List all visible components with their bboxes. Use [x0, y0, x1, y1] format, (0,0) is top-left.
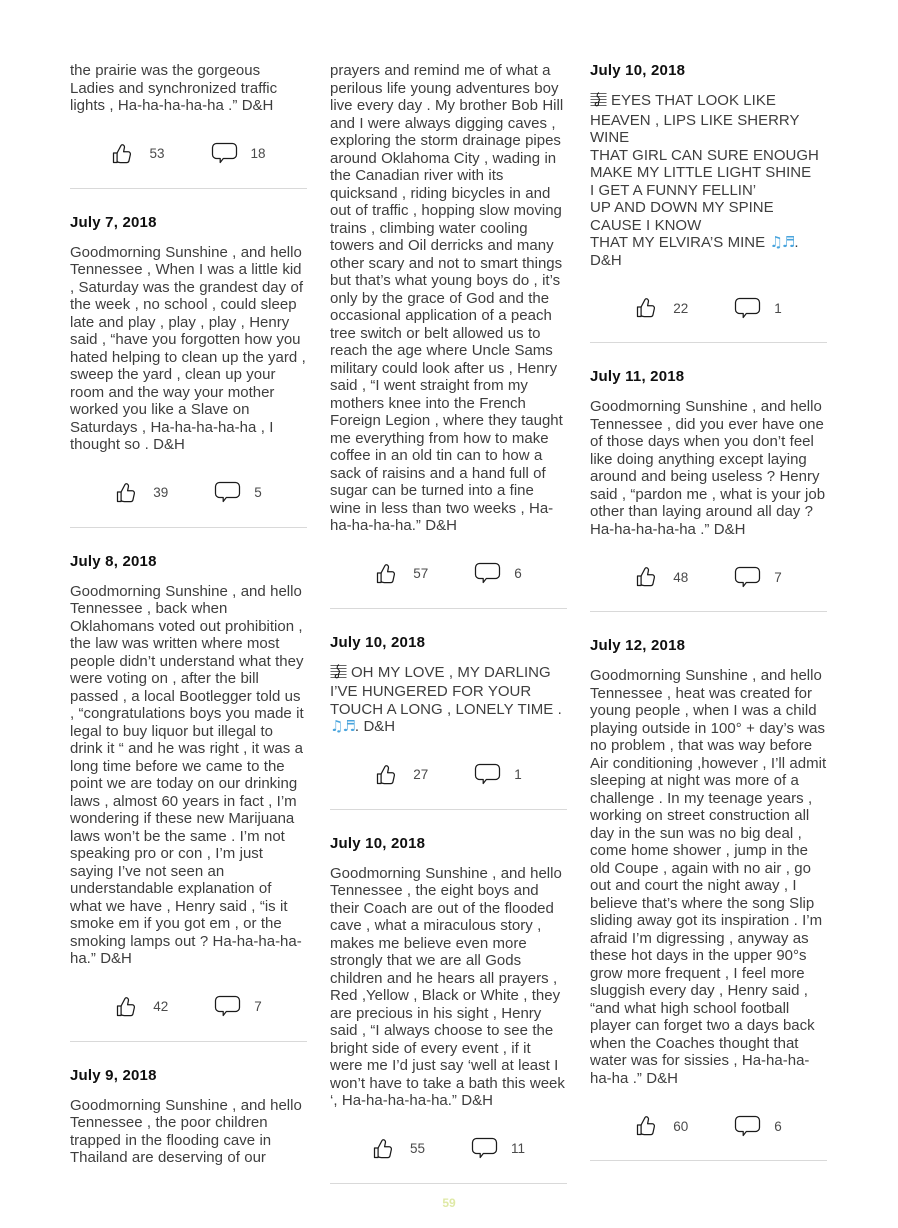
- like-count: 22: [673, 300, 689, 316]
- post-body-text: THAT MY ELVIRA’S MINE: [590, 234, 770, 251]
- comment-group: [734, 297, 782, 320]
- posts-columns: [70, 62, 827, 1188]
- like-group: [375, 562, 428, 586]
- post-actions: [330, 561, 567, 587]
- comment-group: [471, 1137, 525, 1160]
- thumbs-up-icon: [375, 562, 400, 586]
- post-date: July 9, 2018: [70, 1066, 157, 1084]
- thumbs-up-icon: [115, 481, 140, 505]
- comment-bubble-icon: [734, 297, 761, 320]
- post-separator: [590, 342, 827, 343]
- post-actions: [590, 564, 827, 590]
- comment-group: [734, 1115, 782, 1138]
- post-body: [330, 62, 567, 535]
- post-separator: [70, 188, 307, 189]
- post-actions: [330, 762, 567, 788]
- post-body-text: Goodmorning Sunshine , and hello Tennessee , did you ever have one of those days when you don’t feel like doing anything except laying around and being useless ? Henry said , “pardon me , what is your job other than laying around all day ? Ha-ha-ha-ha-ha .” D&H: [590, 398, 826, 538]
- post-body: [70, 1097, 307, 1167]
- comment-bubble-icon: [214, 995, 241, 1018]
- comment-group: [734, 566, 782, 589]
- comment-bubble-icon: [211, 142, 238, 165]
- comment-count: 7: [774, 569, 782, 585]
- post-body: [70, 583, 307, 968]
- post-separator: [330, 608, 567, 609]
- post: [590, 368, 827, 612]
- post-date: July 10, 2018: [590, 62, 686, 79]
- post-actions: [590, 1113, 827, 1139]
- post-body-text: I GET A FUNNY FELLIN’: [590, 181, 757, 199]
- music-notes-icon: ♫♬: [330, 717, 355, 735]
- like-count: 55: [409, 1141, 425, 1156]
- comment-group: [214, 481, 262, 504]
- comment-bubble-icon: [734, 566, 761, 589]
- post-body-text: . D&H: [354, 718, 396, 735]
- like-group: [372, 1137, 425, 1161]
- post: [70, 1067, 307, 1167]
- post-date: July 7, 2018: [70, 213, 157, 231]
- post-body: [590, 92, 827, 269]
- post-body: [70, 244, 307, 454]
- like-count: 60: [673, 1118, 689, 1134]
- post-body-text: Goodmorning Sunshine , and hello Tennessee , the poor children trapped in the flooding cave in Thailand are deserving of our: [70, 1096, 302, 1166]
- post: [590, 637, 827, 1161]
- thumbs-up-icon: [635, 1114, 660, 1138]
- comment-count: 6: [514, 566, 522, 581]
- like-group: [115, 995, 168, 1019]
- comment-count: 7: [254, 999, 262, 1014]
- post-body-text: .: [794, 234, 799, 251]
- post-separator: [330, 809, 567, 810]
- like-count: 27: [413, 767, 429, 782]
- like-group: [375, 763, 428, 787]
- post-separator: [330, 1183, 567, 1184]
- post-actions: [330, 1136, 567, 1162]
- post-body-text: Goodmorning Sunshine , and hello Tennessee , back when Oklahomans voted out prohibition , the law was written where most people didn’t understand what they were voting on , after the bill passed , a local Bootlegger told us , “congratulations boys you made it legal to buy liquor but illegal to drink it “ and he was right , it was a long time before we came to the point we are today on our drinking laws , almost 60 years in fact , I’m wondering if these new Marijuana laws won’t be the same . I’m not speaking pro or con , I’m just saying I’ve not seen an understandable explanation of what we have , Henry said , “is it smoke em if you got em , or the smoking lamps out ? Ha-ha-ha-ha-ha.” D&H: [70, 582, 304, 967]
- post-body-text: Goodmorning Sunshine , and hello Tennessee , the eight boys and their Coach are out of the flooded cave , what a miraculous story , makes me believe even more strongly that we are all Gods children and he hears all prayers , Red ,Yellow , Black or White , they are precious in his sight , Henry said , “I always choose to see the bright side of every event , if it were me I’d just say ‘well at least I won’t have to take a bath this week ‘, Ha-ha-ha-ha-ha.” D&H: [330, 864, 565, 1109]
- post-body-text: Goodmorning Sunshine , and hello Tennessee , When I was a little kid , Saturday was the grandest day of the week , no school , could sleep late and play , play , play , Henry said , “have you forgotten how you hated helping to clean up the yard , sweep the yard , clean up your room and the way your mother worked you like a Slave on Saturdays , Ha-ha-ha-ha-ha , I thought so . D&H: [70, 243, 306, 453]
- post: [70, 214, 307, 528]
- comment-bubble-icon: [734, 1115, 761, 1138]
- like-count: 42: [153, 999, 169, 1014]
- like-group: [635, 1114, 688, 1138]
- like-group: [635, 296, 688, 320]
- page-footer: [0, 1194, 898, 1212]
- post-body: [330, 865, 567, 1110]
- thumbs-up-icon: [372, 1137, 397, 1161]
- post-separator: [70, 527, 307, 528]
- post-actions: [70, 141, 307, 167]
- post-body-text: the prairie was the gorgeous Ladies and synchronized traffic lights , Ha-ha-ha-ha-ha .” D&H: [70, 62, 278, 114]
- comment-group: [214, 995, 262, 1018]
- like-count: 53: [149, 146, 165, 161]
- post-date: July 8, 2018: [70, 552, 157, 570]
- post: [70, 62, 307, 189]
- post-body-text: D&H: [590, 251, 622, 269]
- post: [70, 553, 307, 1042]
- post-body-text: Goodmorning Sunshine , and hello Tennessee , heat was created for young people , when I was a child playing outside in 100° + day’s was no problem , that was way before Air conditioning ,however , I’ll admit sleeping at night was more of a challenge . In my teenage years , working on street construction all day in the sun was no big deal , come home shower , jump in the old Coupe , again with no air , go out and court the night away , I believe that’s where the song Slip sliding away got its inspiration . I’m afraid I’m digressing , anyway as these hot days in the upper 90°s grow more frequent , I feel more sluggish every day , Henry said , “and what high school football player can forget two a days back when the Coaches thought that water was for sissies , Ha-ha-ha-ha-ha .” D&H: [590, 667, 827, 1087]
- comment-count: 1: [774, 300, 782, 316]
- post: [330, 62, 567, 609]
- post-body: [330, 664, 567, 736]
- post-actions: [590, 295, 827, 321]
- comment-count: 6: [774, 1118, 782, 1134]
- post-date: July 12, 2018: [590, 637, 686, 654]
- post-separator: [590, 611, 827, 612]
- thumbs-up-icon: [115, 995, 140, 1019]
- post: [330, 634, 567, 810]
- comment-bubble-icon: [471, 1137, 498, 1160]
- column-1: [70, 62, 307, 1188]
- like-group: [115, 481, 168, 505]
- post-actions: [70, 480, 307, 506]
- post: [330, 835, 567, 1184]
- post: [590, 62, 827, 343]
- comment-bubble-icon: [214, 481, 241, 504]
- post-body-text: CAUSE I KNOW: [590, 216, 702, 234]
- thumbs-up-icon: [635, 565, 660, 589]
- like-count: 57: [413, 566, 429, 581]
- post-actions: [70, 994, 307, 1020]
- like-group: [635, 565, 688, 589]
- post-date: July 10, 2018: [330, 834, 426, 852]
- comment-count: 18: [250, 146, 266, 161]
- post-body: [590, 398, 827, 538]
- column-2: [330, 62, 567, 1188]
- post-body-text: THAT GIRL CAN SURE ENOUGH MAKE MY LITTLE LIGHT SHINE: [590, 146, 819, 181]
- comment-count: 11: [511, 1141, 526, 1156]
- comment-group: [474, 562, 522, 585]
- music-score-icon: [330, 664, 347, 684]
- like-group: [111, 142, 164, 166]
- post-body-text: EYES THAT LOOK LIKE HEAVEN , LIPS LIKE SHERRY WINE: [590, 92, 800, 146]
- post-body: [590, 667, 827, 1087]
- post-body-text: OH MY LOVE , MY DARLING I’VE HUNGERED FOR YOUR TOUCH A LONG , LONELY TIME .: [330, 663, 562, 718]
- comment-group: [474, 763, 522, 786]
- post-date: July 10, 2018: [330, 633, 426, 651]
- comment-count: 5: [254, 485, 262, 500]
- music-score-icon: [590, 92, 607, 112]
- thumbs-up-icon: [375, 763, 400, 787]
- page-number: 59: [442, 1196, 456, 1210]
- comment-bubble-icon: [474, 562, 501, 585]
- like-count: 48: [673, 569, 689, 585]
- comment-count: 1: [514, 767, 522, 782]
- post-separator: [590, 1160, 827, 1161]
- post-body-text: prayers and remind me of what a perilous life young adventures boy live every day . My brother Bob Hill and I were always digging caves , exploring the storm drainage pipes around Oklahoma City , wading in the Canadian river with its quicksand , riding bicycles in and out of traffic , hopping slow moving trains , climbing water cooling towers and Oil derricks and many other scary and not to smart things but that’s what young boys do , it’s only by the grace of God and the occasional application of a peach tree switch or belt allowed us to reach the age where Uncle Sams military could look after us , Henry said , “I went straight from my mothers knee into the French Foreign Legion , where they taught me everything from how to make coffee in an old tin can to how a sack of raisins and a hand full of sugar can be turned into a fine wine in less than two weeks , Ha-ha-ha-ha-ha.” D&H: [330, 62, 564, 534]
- post-body-text: UP AND DOWN MY SPINE: [590, 199, 774, 216]
- thumbs-up-icon: [111, 142, 136, 166]
- comment-bubble-icon: [474, 763, 501, 786]
- column-3: [590, 62, 827, 1188]
- post-body: [70, 62, 307, 115]
- music-notes-icon: ♫♬: [769, 233, 795, 251]
- comment-group: [211, 142, 266, 165]
- post-date: July 11, 2018: [590, 368, 685, 385]
- like-count: 39: [153, 485, 169, 500]
- thumbs-up-icon: [635, 296, 660, 320]
- post-separator: [70, 1041, 307, 1042]
